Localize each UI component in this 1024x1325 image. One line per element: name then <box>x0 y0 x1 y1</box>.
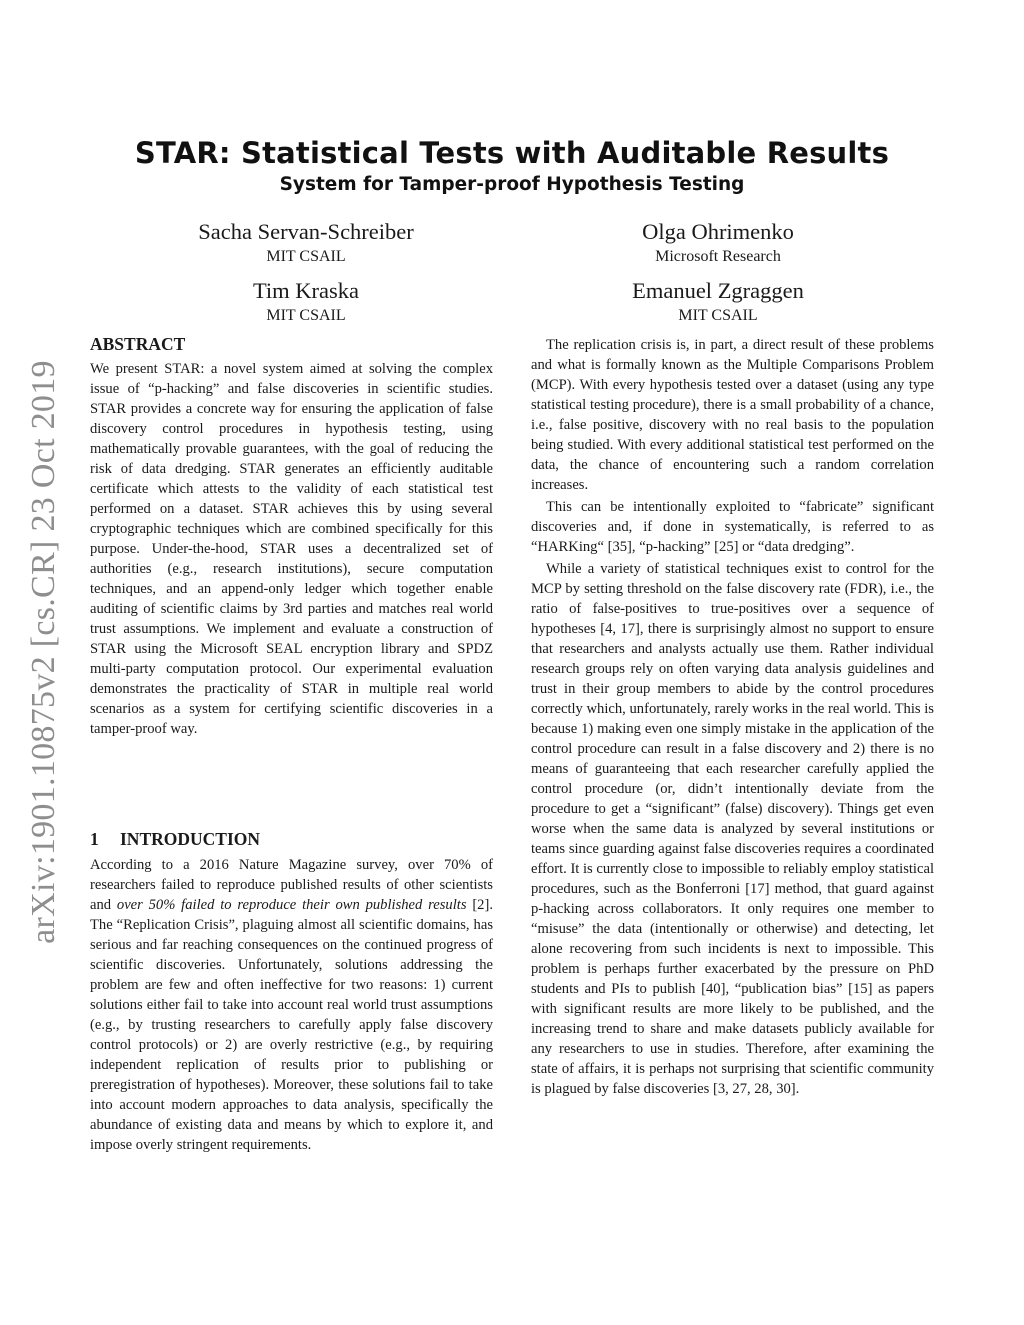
arxiv-identifier-stamp: arXiv:1901.10875v2 [cs.CR] 23 Oct 2019 <box>25 360 62 944</box>
introduction-column <box>90 855 493 1155</box>
author-affiliation: Microsoft Research <box>655 248 781 265</box>
section-title: INTRODUCTION <box>120 829 261 849</box>
author-name: Tim Kraska <box>252 278 360 303</box>
author-name: Sacha Servan-Schreiber <box>198 219 414 244</box>
author-affiliation: MIT CSAIL <box>266 248 346 265</box>
paper-title: STAR: Statistical Tests with Auditable Results <box>134 136 890 170</box>
introduction-heading <box>90 828 260 850</box>
emphasized-text: over 50% failed to reproduce their own published results <box>116 897 467 913</box>
author-block <box>553 218 883 268</box>
author-block <box>141 277 471 327</box>
abstract-column <box>90 359 493 739</box>
abstract-text: We present STAR: a novel system aimed at solving the complex issue of “p-hacking” and false discoveries in scientific studies. STAR provides a concrete way for ensuring the application of false discovery control procedures in hypothesis testing, using mathematically provable guarantees, with the goal of reducing the risk of data dredging. STAR generates an efficiently auditable certificate which attests to the validity of each statistical test performed on a dataset. STAR achieves this by using several cryptographic techniques which are combined specifically for this purpose. Under-the-hood, STAR uses a decentralized set of authorities (e.g., research institutions), secure computation techniques, and an append-only ledger which together enable auditing of scientific claims by 3rd parties and matches real world trust assumptions. We implement and evaluate a construction of STAR using the Microsoft SEAL encryption library and SPDZ multi-party computation protocol. Our experimental evaluation demonstrates the practicality of STAR in multiple real world scenarios as a system for certifying scientific discoveries in a tamper-proof way. <box>90 361 493 737</box>
author-block <box>553 277 883 327</box>
body-paragraph: The replication crisis is, in part, a direct result of these problems and what is formally known as the Multiple Comparisons Problem (MCP). With every hypothesis tested over a dataset (using any type statistical testing procedure), there is a small probability of a chance, i.e., false positive, discovery with no real basis to the population being studied. With every additional statistical test performed on the data, the chance of encountering such a random correlation increases. <box>531 337 934 493</box>
section-number: 1 <box>90 829 99 849</box>
author-affiliation: MIT CSAIL <box>678 307 758 324</box>
author-name: Emanuel Zgraggen <box>632 278 804 303</box>
introduction-paragraph <box>90 855 493 1155</box>
abstract-heading: ABSTRACT <box>90 334 186 354</box>
body-paragraph: This can be intentionally exploited to “fabricate” significant discoveries and, if done in systematically, is referred to as “HARKing“ [35], “p-hacking” [25] or “data dredging”. <box>531 499 934 555</box>
author-affiliation: MIT CSAIL <box>266 307 346 324</box>
paragraph-text: According to a 2016 Nature Magazine survey, over 70% of researchers failed to reproduce published results of other scientists and <box>90 857 493 913</box>
body-paragraph: While a variety of statistical techniques exist to control for the MCP by setting threshold on the false discovery rate (FDR), i.e., the ratio of false-positives to true-positives over a sequence of hypotheses [4, 17], there is surprisingly almost no support to ensure that researchers and analysts actually use them. Rather individual research groups rely on often varying data analysis guidelines and trust in their group members to abide by the control procedures correctly which, unfortunately, rarely works in the real world. This is because 1) making even one simply mistake in the application of the control procedure can result in a false discovery and 2) there is no means of guaranteeing that each researcher carefully applied the control procedure (or, didn’t intentionally deviate from the procedure to get a “significant” (false) discovery). Things get even worse when the same data is analyzed by several institutions or teams since guarding against false discoveries requires a coordinated effort. It is currently close to impossible to reliably employ statistical procedures, such as the Bonferroni [17] method, that guard against p-hacking across collaborators. It only requires one member to “misuse” the data (intentionally or otherwise) and detecting, let alone recovering from such incidents is next to impossible. This problem is perhaps further exacerbated by the pressure on PhD students and PIs to publish [40], “publication bias” [15] as papers with significant results are more likely to be published, and the increasing trend to share and make datasets publicly available for any researchers to use in studies. Therefore, after examining the state of affairs, it is perhaps not surprising that scientific community is plagued by false discoveries [3, 27, 28, 30]. <box>531 561 934 1097</box>
author-name: Olga Ohrimenko <box>642 219 794 244</box>
paper-subtitle: System for Tamper-proof Hypothesis Testing <box>279 174 745 195</box>
author-block <box>141 218 471 268</box>
right-column <box>531 335 934 1099</box>
paragraph-text: [2]. The “Replication Crisis”, plaguing almost all scientific domains, has serious and far reaching consequences on the continued progress of scientific discoveries. Unfortunately, solutions addressing the problem are few and often ineffective for two reasons: 1) current solutions either fail to take into account real world trust assumptions (e.g., by trusting researchers to carefully apply false discovery control protocols) or 2) are overly restrictive (e.g., by requiring independent replication of results prior to publishing or preregistration of hypotheses). Moreover, these solutions fail to take into account modern approaches to data analysis, specifically the abundance of existing data and means by which to explore it, and impose overly stringent requirements. <box>90 897 493 1153</box>
